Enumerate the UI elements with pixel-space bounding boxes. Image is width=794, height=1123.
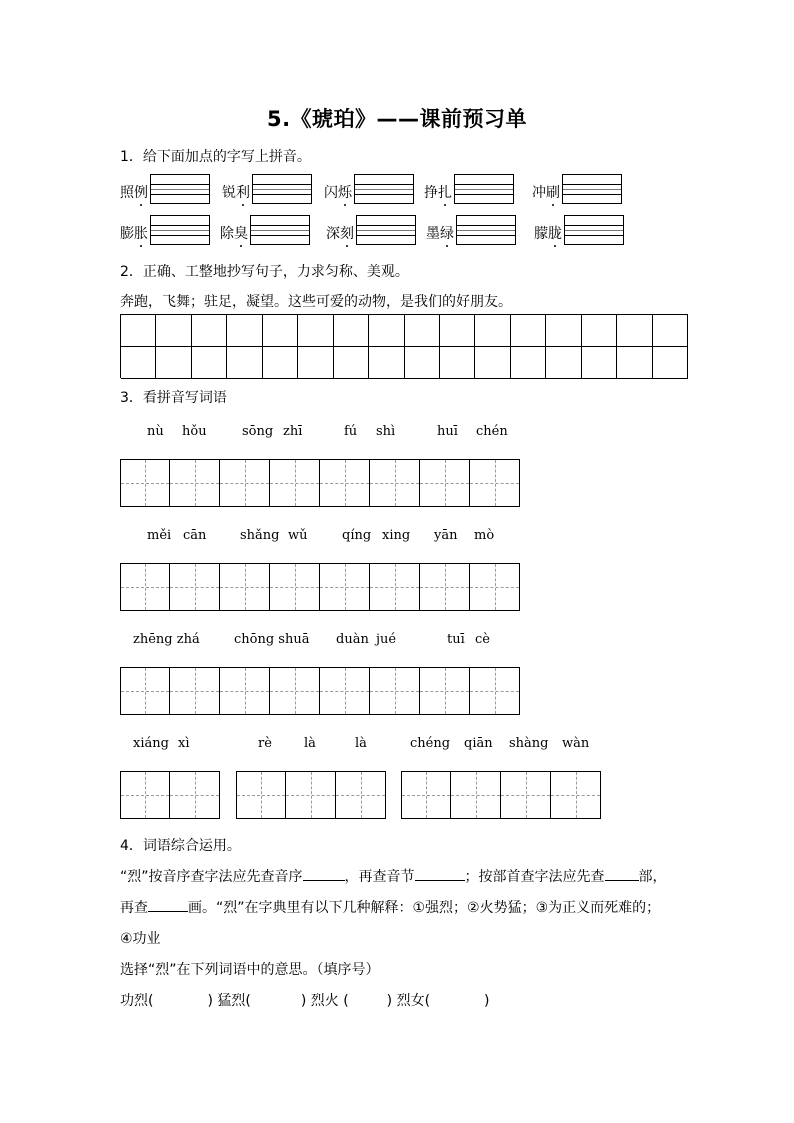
q2-heading: 2．正确、工整地抄写句子，力求匀称、美观。 — [120, 264, 409, 280]
pinyin-label: mò — [474, 528, 495, 543]
copy-grid-cell[interactable] — [617, 315, 652, 347]
copy-grid-cell[interactable] — [369, 315, 404, 347]
pinyin-label: huī — [437, 424, 458, 439]
char-box[interactable] — [470, 563, 520, 611]
pinyin-label: měi — [147, 528, 172, 543]
copy-grid-cell[interactable] — [334, 347, 369, 379]
q1-heading: 1．给下面加点的字写上拼音。 — [120, 149, 311, 165]
char-box-group — [236, 771, 386, 819]
pinyin-box[interactable] — [150, 215, 210, 245]
char-box[interactable] — [220, 459, 270, 507]
char-box[interactable] — [470, 667, 520, 715]
char-box[interactable] — [470, 459, 520, 507]
q1-row-2 — [120, 215, 640, 247]
char-box[interactable] — [320, 667, 370, 715]
pinyin-box[interactable] — [250, 215, 310, 245]
copy-grid-cell[interactable] — [405, 347, 440, 379]
q4-instruction: 选择“烈”在下列词语中的意思。（填序号） — [120, 962, 380, 978]
pinyin-label: cān — [183, 528, 207, 543]
char-box[interactable] — [420, 459, 470, 507]
q3-heading: 3．看拼音写词语 — [120, 390, 227, 406]
copy-grid-cell[interactable] — [546, 315, 581, 347]
word-char: 闪 — [324, 185, 338, 201]
pinyin-box[interactable] — [456, 215, 516, 245]
char-box[interactable] — [270, 563, 320, 611]
copy-grid[interactable] — [120, 314, 688, 378]
copy-grid-cell[interactable] — [582, 315, 617, 347]
copy-grid-cell[interactable] — [227, 347, 262, 379]
char-box[interactable] — [451, 771, 501, 819]
pinyin-box[interactable] — [354, 174, 414, 204]
pinyin-label: shàng — [509, 736, 549, 751]
char-box[interactable] — [370, 667, 420, 715]
pinyin-label: xì — [178, 736, 190, 751]
pinyin-label: qíng — [342, 528, 372, 543]
pinyin-label: là — [355, 736, 367, 751]
pinyin-label: zhēng zhá — [133, 632, 200, 647]
copy-grid-cell[interactable] — [440, 347, 475, 379]
q4-line-1: “烈”按音序查字法应先查音序 ，再查音节 ；按部首查字法应先查 部， — [120, 869, 667, 885]
pinyin-label: rè — [258, 736, 272, 751]
answer-blank[interactable] — [605, 880, 639, 881]
q4-words: 功烈( ) 猛烈( ) 烈火 ( ) 烈女( ) — [120, 993, 490, 1009]
dotted-char: 利 — [236, 182, 250, 202]
dotted-char: 烁 — [338, 182, 352, 202]
pinyin-label: shì — [376, 424, 396, 439]
dotted-char: 刻 — [340, 223, 354, 243]
q1-row-1 — [120, 174, 640, 206]
pinyin-label: chōng shuā — [234, 632, 310, 647]
copy-grid-cell[interactable] — [263, 315, 298, 347]
pinyin-label: shǎng — [240, 528, 280, 543]
word-char: 锐 — [222, 185, 236, 201]
char-box[interactable] — [120, 563, 170, 611]
answer-blank[interactable] — [148, 911, 188, 912]
word-char: 除 — [220, 226, 234, 242]
pinyin-label: xing — [382, 528, 411, 543]
copy-grid-cell[interactable] — [511, 315, 546, 347]
pinyin-label: xiáng — [133, 736, 169, 751]
q4-heading: 4．词语综合运用。 — [120, 838, 241, 854]
char-box[interactable] — [120, 667, 170, 715]
pinyin-label: duàn — [336, 632, 369, 647]
pinyin-label: fú — [344, 424, 358, 439]
word-char: 朦 — [534, 226, 548, 242]
dotted-char: 胧 — [548, 223, 562, 243]
pinyin-box[interactable] — [252, 174, 312, 204]
page-title: 5.《琥珀》——课前预习单 — [266, 107, 528, 131]
copy-grid-cell[interactable] — [617, 347, 652, 379]
copy-grid-cell[interactable] — [192, 315, 227, 347]
copy-grid-cell[interactable] — [192, 347, 227, 379]
char-box-group — [120, 563, 520, 611]
char-box[interactable] — [236, 771, 286, 819]
pinyin-label: zhī — [283, 424, 303, 439]
dotted-char: 绿 — [440, 223, 454, 243]
copy-grid-cell[interactable] — [653, 347, 688, 379]
pinyin-label: yān — [434, 528, 458, 543]
pinyin-box[interactable] — [564, 215, 624, 245]
copy-grid-cell[interactable] — [440, 315, 475, 347]
copy-grid-cell[interactable] — [475, 315, 510, 347]
pinyin-label: nù — [147, 424, 164, 439]
copy-grid-cell[interactable] — [156, 347, 191, 379]
word-char: 深 — [326, 226, 340, 242]
char-box[interactable] — [420, 563, 470, 611]
char-box[interactable] — [120, 459, 170, 507]
copy-grid-cell[interactable] — [121, 315, 156, 347]
copy-grid-cell[interactable] — [298, 347, 333, 379]
pinyin-label: sōng — [242, 424, 274, 439]
pinyin-label: là — [304, 736, 316, 751]
char-box-group — [120, 771, 220, 819]
copy-grid-cell[interactable] — [121, 347, 156, 379]
copy-grid-cell[interactable] — [653, 315, 688, 347]
char-box[interactable] — [551, 771, 601, 819]
char-box-group — [401, 771, 601, 819]
char-box[interactable] — [401, 771, 451, 819]
word-char: 照 — [120, 185, 134, 201]
char-box[interactable] — [336, 771, 386, 819]
pinyin-label: jué — [376, 632, 397, 647]
copy-grid-cell[interactable] — [227, 315, 262, 347]
dotted-char: 扎 — [438, 182, 452, 202]
char-box[interactable] — [420, 667, 470, 715]
pinyin-box[interactable] — [150, 174, 210, 204]
copy-grid-cell[interactable] — [156, 315, 191, 347]
char-box-group — [120, 667, 520, 715]
word-char: 冲 — [532, 185, 546, 201]
char-box[interactable] — [170, 459, 220, 507]
dotted-char: 臭 — [234, 223, 248, 243]
char-box[interactable] — [320, 563, 370, 611]
copy-grid-cell[interactable] — [369, 347, 404, 379]
char-box[interactable] — [320, 459, 370, 507]
pinyin-label: tuī — [447, 632, 465, 647]
pinyin-label: chéng — [410, 736, 451, 751]
dotted-char: 例 — [134, 182, 148, 202]
pinyin-label: wǔ — [288, 528, 308, 543]
copy-grid-cell[interactable] — [511, 347, 546, 379]
copy-grid-cell[interactable] — [334, 315, 369, 347]
char-box[interactable] — [120, 771, 170, 819]
copy-grid-cell[interactable] — [263, 347, 298, 379]
q4-line-2: 再查 画。“烈”在字典里有以下几种解释：①强烈；②火势猛；③为正义而死难的； — [120, 900, 661, 916]
char-box[interactable] — [270, 667, 320, 715]
word-char: 挣 — [424, 185, 438, 201]
pinyin-label: hǒu — [182, 424, 207, 439]
pinyin-label: chén — [476, 424, 508, 439]
char-box-group — [120, 459, 520, 507]
pinyin-label: cè — [475, 632, 490, 647]
word-char: 膨 — [120, 226, 134, 242]
pinyin-box[interactable] — [562, 174, 622, 204]
char-box[interactable] — [170, 667, 220, 715]
answer-blank[interactable] — [303, 880, 345, 881]
pinyin-box[interactable] — [454, 174, 514, 204]
pinyin-label: wàn — [562, 736, 590, 751]
copy-grid-cell[interactable] — [298, 315, 333, 347]
q4-line-3: ④功业 — [120, 931, 161, 947]
char-box[interactable] — [286, 771, 336, 819]
copy-grid-cell[interactable] — [475, 347, 510, 379]
char-box[interactable] — [170, 771, 220, 819]
char-box[interactable] — [370, 563, 420, 611]
copy-grid-cell[interactable] — [582, 347, 617, 379]
copy-grid-cell[interactable] — [546, 347, 581, 379]
char-box[interactable] — [501, 771, 551, 819]
answer-blank[interactable] — [415, 880, 465, 881]
word-char: 墨 — [426, 226, 440, 242]
char-box[interactable] — [170, 563, 220, 611]
pinyin-box[interactable] — [356, 215, 416, 245]
dotted-char: 刷 — [546, 182, 560, 202]
char-box[interactable] — [370, 459, 420, 507]
char-box[interactable] — [270, 459, 320, 507]
char-box[interactable] — [220, 667, 270, 715]
copy-grid-cell[interactable] — [405, 315, 440, 347]
q2-sentence: 奔跑，飞舞；驻足，凝望。这些可爱的动物，是我们的好朋友。 — [120, 294, 512, 310]
dotted-char: 胀 — [134, 223, 148, 243]
char-box[interactable] — [220, 563, 270, 611]
pinyin-label: qiān — [464, 736, 493, 751]
